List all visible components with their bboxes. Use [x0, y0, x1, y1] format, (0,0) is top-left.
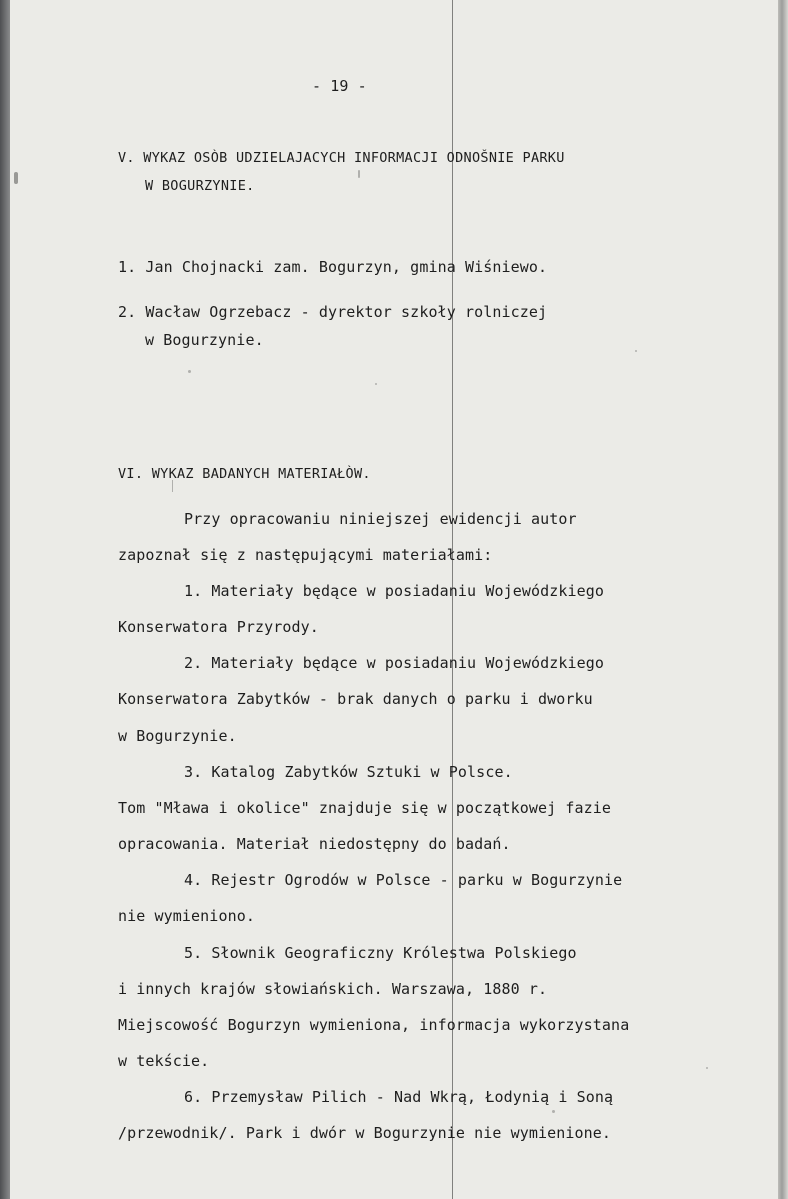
- section6-line-5: 2. Materiały będące w posiadaniu Wojewódzkiego: [184, 654, 605, 672]
- scan-speck: [706, 1067, 708, 1069]
- scan-speck: [375, 383, 377, 385]
- scan-speck: [14, 172, 18, 184]
- section6-line-8: 3. Katalog Zabytków Sztuki w Polsce.: [184, 763, 513, 781]
- section6-line-2: zapoznał się z następującymi materiałami:: [118, 546, 493, 564]
- section6-line-3: 1. Materiały będące w posiadaniu Wojewódzkiego: [184, 582, 605, 600]
- section5-item-2-cont: w Bogurzynie.: [145, 331, 264, 349]
- section6-line-1: Przy opracowaniu niniejszej ewidencji autor: [184, 510, 577, 528]
- document-page: [10, 0, 778, 1199]
- scan-speck: [552, 1110, 555, 1113]
- page-number: - 19 -: [312, 77, 367, 95]
- scan-speck: [172, 480, 173, 492]
- section5-heading-line1: V. WYKAZ OSÒB UDZIELAJACYCH INFORMACJI ODNOŠNIE PARKU: [118, 150, 565, 166]
- section6-line-9: Tom "Mława i okolice" znajduje się w początkowej fazie: [118, 799, 612, 817]
- section6-line-4: Konserwatora Przyrody.: [118, 618, 319, 636]
- section6-line-16: w tekście.: [118, 1052, 210, 1070]
- page-left-shadow: [0, 0, 10, 1199]
- section6-line-15: Miejscowość Bogurzyn wymieniona, informacja wykorzystana: [118, 1016, 630, 1034]
- scan-speck: [188, 370, 191, 373]
- section6-line-18: /przewodnik/. Park i dwór w Bogurzynie nie wymienione.: [118, 1124, 612, 1142]
- section6-heading: VI. WYKAZ BADANYCH MATERIAŁÒW.: [118, 466, 371, 482]
- section6-line-17: 6. Przemysław Pilich - Nad Wkrą, Łodynią i Soną: [184, 1088, 614, 1106]
- section6-line-10: opracowania. Materiał niedostępny do badań.: [118, 835, 511, 853]
- section5-item-2: 2. Wacław Ogrzebacz - dyrektor szkoły rolniczej: [118, 303, 548, 321]
- scan-speck: [358, 170, 360, 178]
- section6-line-7: w Bogurzynie.: [118, 727, 237, 745]
- section6-line-12: nie wymieniono.: [118, 907, 255, 925]
- page-right-edge: [778, 0, 788, 1199]
- scan-speck: [635, 350, 637, 352]
- section6-line-11: 4. Rejestr Ogrodów w Polsce - parku w Bogurzynie: [184, 871, 623, 889]
- section6-line-14: i innych krajów słowiańskich. Warszawa, 1880 r.: [118, 980, 548, 998]
- section5-heading-line2: W BOGURZYNIE.: [145, 178, 255, 194]
- section5-item-1: 1. Jan Chojnacki zam. Bogurzyn, gmina Wiśniewo.: [118, 258, 548, 276]
- section6-line-6: Konserwatora Zabytków - brak danych o parku i dworku: [118, 690, 593, 708]
- section6-line-13: 5. Słownik Geograficzny Królestwa Polskiego: [184, 944, 577, 962]
